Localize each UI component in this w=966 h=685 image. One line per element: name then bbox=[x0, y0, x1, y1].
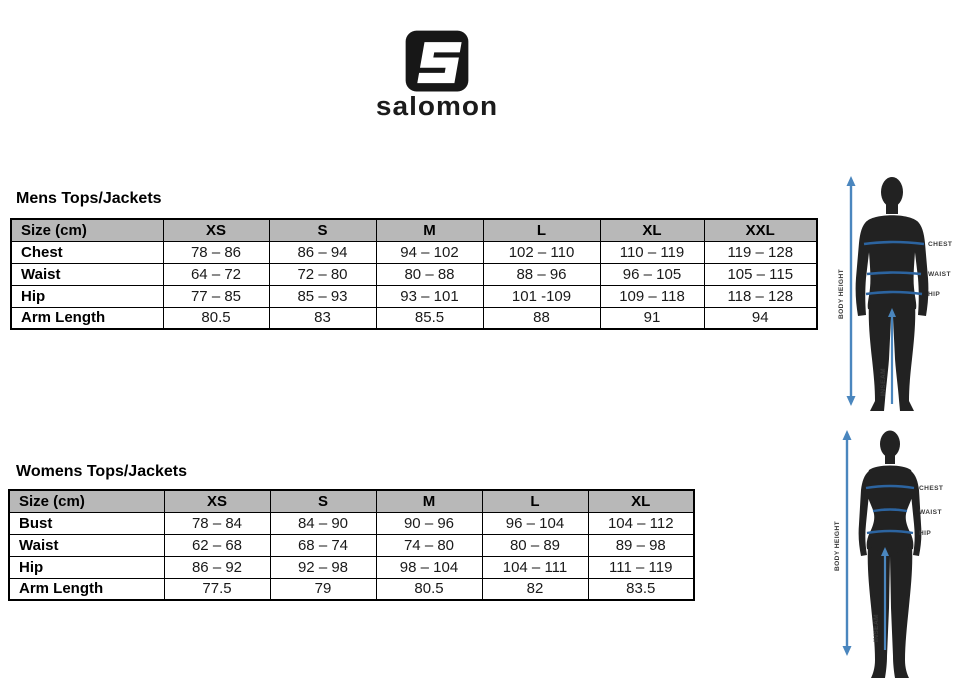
measurement-cell: 89 – 98 bbox=[588, 534, 694, 556]
measurement-cell: 109 – 118 bbox=[600, 285, 704, 307]
measurement-cell: 102 – 110 bbox=[483, 241, 600, 263]
male-waist-label: WAIST bbox=[928, 271, 951, 278]
mens-section-heading: Mens Tops/Jackets bbox=[16, 190, 162, 207]
measurement-cell: 111 – 119 bbox=[588, 556, 694, 578]
measurement-cell: 90 – 96 bbox=[376, 512, 482, 534]
measurement-cell: 64 – 72 bbox=[163, 263, 269, 285]
measurement-cell: 78 – 84 bbox=[164, 512, 270, 534]
measurement-cell: 85 – 93 bbox=[269, 285, 376, 307]
measurement-cell: 96 – 105 bbox=[600, 263, 704, 285]
female-chest-label: CHEST bbox=[919, 485, 944, 492]
measurement-cell: 94 bbox=[704, 307, 817, 329]
salomon-s-logo-icon bbox=[404, 30, 470, 94]
male-hip-label: HIP bbox=[928, 291, 941, 298]
header-row bbox=[11, 219, 817, 241]
measurement-cell: 119 – 128 bbox=[704, 241, 817, 263]
measurement-cell: 94 – 102 bbox=[376, 241, 483, 263]
measurement-cell: 93 – 101 bbox=[376, 285, 483, 307]
size-unit-header: Size (cm) bbox=[9, 490, 164, 512]
measurement-cell: 72 – 80 bbox=[269, 263, 376, 285]
measurement-row bbox=[11, 263, 817, 285]
measurement-cell: 83.5 bbox=[588, 578, 694, 600]
female-body-height-arrow-icon bbox=[843, 430, 852, 656]
womens-size-table bbox=[8, 489, 695, 601]
size-column-header: XL bbox=[588, 490, 694, 512]
measurement-cell: 86 – 92 bbox=[164, 556, 270, 578]
measurement-cell: 91 bbox=[600, 307, 704, 329]
female-body-height-label: BODY HEIGHT bbox=[834, 520, 841, 572]
size-column-header: XS bbox=[164, 490, 270, 512]
female-inseam-label: INSEAM bbox=[873, 613, 880, 643]
measurement-row bbox=[11, 285, 817, 307]
measurement-cell: 88 bbox=[483, 307, 600, 329]
measurement-row bbox=[9, 534, 694, 556]
measurement-row-label: Arm Length bbox=[9, 578, 164, 600]
measurement-row bbox=[11, 241, 817, 263]
male-waist-line bbox=[867, 273, 921, 275]
measurement-cell: 86 – 94 bbox=[269, 241, 376, 263]
measurement-cell: 92 – 98 bbox=[270, 556, 376, 578]
measurement-cell: 82 bbox=[482, 578, 588, 600]
measurement-row bbox=[9, 556, 694, 578]
measurement-cell: 68 – 74 bbox=[270, 534, 376, 556]
measurement-cell: 62 – 68 bbox=[164, 534, 270, 556]
male-body-height-label: BODY HEIGHT bbox=[838, 268, 845, 320]
size-unit-header: Size (cm) bbox=[11, 219, 163, 241]
size-column-header: L bbox=[483, 219, 600, 241]
size-column-header: L bbox=[482, 490, 588, 512]
logo-s-glyph bbox=[417, 42, 461, 83]
measurement-cell: 77.5 bbox=[164, 578, 270, 600]
size-column-header: M bbox=[376, 490, 482, 512]
female-waist-label: WAIST bbox=[919, 509, 942, 516]
measurement-row-label: Arm Length bbox=[11, 307, 163, 329]
measurement-cell: 118 – 128 bbox=[704, 285, 817, 307]
measurement-cell: 78 – 86 bbox=[163, 241, 269, 263]
measurement-row-label: Waist bbox=[9, 534, 164, 556]
measurement-cell: 98 – 104 bbox=[376, 556, 482, 578]
size-column-header: XL bbox=[600, 219, 704, 241]
size-column-header: XS bbox=[163, 219, 269, 241]
measurement-cell: 96 – 104 bbox=[482, 512, 588, 534]
female-silhouette-icon bbox=[859, 431, 922, 679]
female-hip-label: HIP bbox=[919, 530, 932, 537]
female-measurement-figure bbox=[833, 428, 966, 685]
header-row bbox=[9, 490, 694, 512]
measurement-cell: 80 – 89 bbox=[482, 534, 588, 556]
measurement-cell: 74 – 80 bbox=[376, 534, 482, 556]
measurement-row-label: Chest bbox=[11, 241, 163, 263]
measurement-cell: 83 bbox=[269, 307, 376, 329]
size-column-header: S bbox=[270, 490, 376, 512]
measurement-cell: 104 – 111 bbox=[482, 556, 588, 578]
measurement-cell: 80.5 bbox=[163, 307, 269, 329]
measurement-row-label: Waist bbox=[11, 263, 163, 285]
measurement-cell: 80.5 bbox=[376, 578, 482, 600]
measurement-row bbox=[9, 578, 694, 600]
measurement-cell: 105 – 115 bbox=[704, 263, 817, 285]
measurement-cell: 77 – 85 bbox=[163, 285, 269, 307]
male-body-height-arrow-icon bbox=[847, 176, 856, 406]
measurement-cell: 80 – 88 bbox=[376, 263, 483, 285]
size-column-header: M bbox=[376, 219, 483, 241]
measurement-cell: 110 – 119 bbox=[600, 241, 704, 263]
size-column-header: S bbox=[269, 219, 376, 241]
measurement-row bbox=[11, 307, 817, 329]
measurement-cell: 84 – 90 bbox=[270, 512, 376, 534]
male-chest-label: CHEST bbox=[928, 241, 953, 248]
size-column-header: XXL bbox=[704, 219, 817, 241]
mens-size-table bbox=[10, 218, 818, 330]
measurement-cell: 85.5 bbox=[376, 307, 483, 329]
womens-section-heading: Womens Tops/Jackets bbox=[16, 463, 188, 480]
male-inseam-label: INSEAM bbox=[880, 367, 887, 397]
measurement-cell: 101 -109 bbox=[483, 285, 600, 307]
measurement-cell: 88 – 96 bbox=[483, 263, 600, 285]
measurement-cell: 79 bbox=[270, 578, 376, 600]
measurement-row-label: Hip bbox=[11, 285, 163, 307]
salomon-wordmark: salomon bbox=[375, 92, 499, 121]
male-measurement-figure bbox=[836, 170, 966, 418]
measurement-cell: 104 – 112 bbox=[588, 512, 694, 534]
measurement-row-label: Bust bbox=[9, 512, 164, 534]
measurement-row bbox=[9, 512, 694, 534]
measurement-row-label: Hip bbox=[9, 556, 164, 578]
